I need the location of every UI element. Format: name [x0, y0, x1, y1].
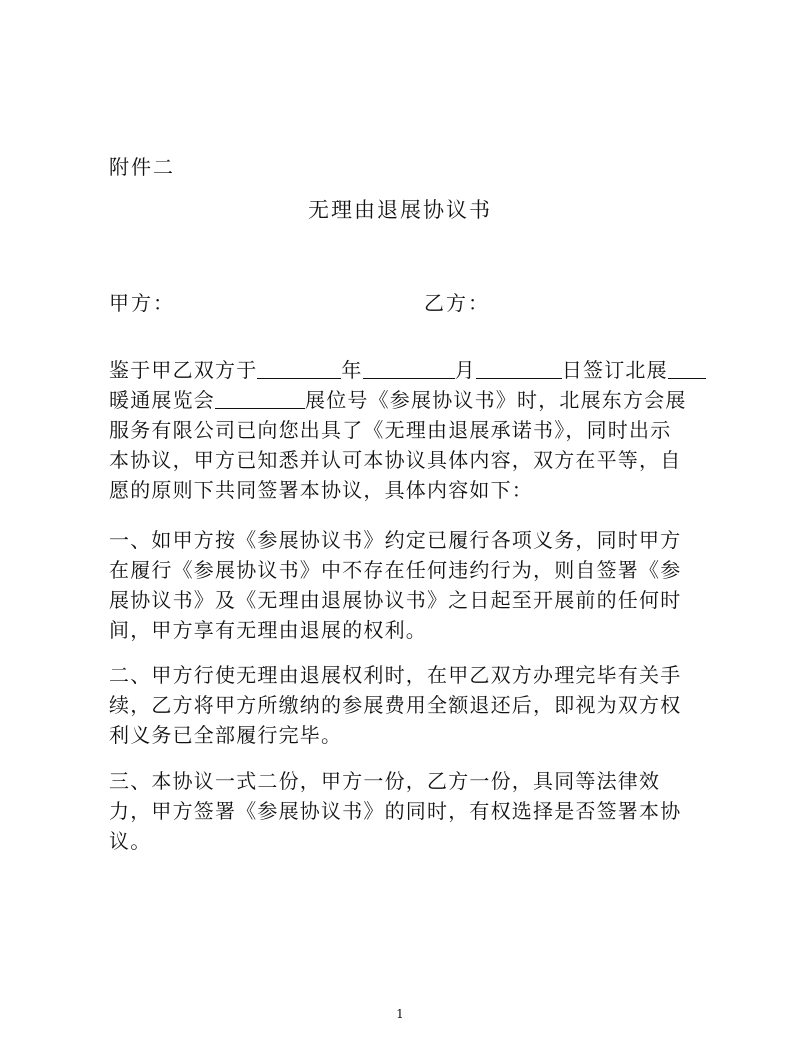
party-b-label: 乙方：	[424, 291, 490, 315]
page-number: 1	[396, 1007, 404, 1021]
clause-1-line: 一、如甲方按《参展协议书》约定已履行各项义务，同时甲方	[109, 528, 682, 552]
clause-3-line: 三、本协议一式二份，甲方一份，乙方一份，具同等法律效	[109, 769, 661, 793]
preamble-paragraph	[109, 355, 709, 505]
preamble-text: 月	[454, 358, 476, 382]
preamble-line-1	[109, 355, 709, 385]
preamble-line-2	[109, 385, 709, 415]
preamble-text: 鉴于甲乙双方于	[109, 358, 258, 382]
preamble-text: 展位号《参展协议书》时，北展东方会展	[305, 388, 687, 412]
date-day-blank	[476, 358, 562, 379]
preamble-line-5: 愿的原则下共同签署本协议，具体内容如下：	[109, 478, 533, 502]
preamble-text: 暖通展览会	[109, 388, 215, 412]
booth-number-blank	[215, 388, 305, 409]
preamble-line-4: 本协议，甲方已知悉并认可本协议具体内容，双方在平等，自	[109, 448, 682, 472]
clause-2-paragraph	[109, 660, 709, 750]
clause-1-line: 在履行《参展协议书》中不存在任何违约行为，则自签署《参	[109, 558, 682, 582]
date-year-blank	[257, 358, 341, 379]
clause-2-line: 二、甲方行使无理由退展权利时，在甲乙双方办理完毕有关手	[109, 663, 682, 687]
annex-label: 附件二	[109, 155, 175, 179]
exhibition-name-blank	[668, 358, 706, 379]
clause-2-line: 利义务已全部履行完毕。	[109, 723, 343, 747]
preamble-text: 年	[341, 358, 363, 382]
clause-1-line: 展协议书》及《无理由退展协议书》之日起至开展前的任何时	[109, 588, 682, 612]
clause-3-line: 力，甲方签署《参展协议书》的同时，有权选择是否签署本协	[109, 799, 682, 823]
clause-3-paragraph	[109, 766, 709, 856]
clause-3-line: 议。	[109, 829, 152, 853]
preamble-line-3: 服务有限公司已向您出具了《无理由退展承诺书》，同时出示	[109, 418, 672, 442]
clause-2-line: 续，乙方将甲方所缴纳的参展费用全额退还后，即视为双方权	[109, 693, 682, 717]
clause-1-paragraph	[109, 525, 709, 645]
preamble-text: 日签订北展	[561, 358, 668, 382]
document-title: 无理由退展协议书	[308, 198, 492, 222]
clause-1-line: 间，甲方享有无理由退展的权利。	[109, 618, 427, 642]
date-month-blank	[363, 358, 455, 379]
party-a-label: 甲方：	[109, 291, 175, 315]
